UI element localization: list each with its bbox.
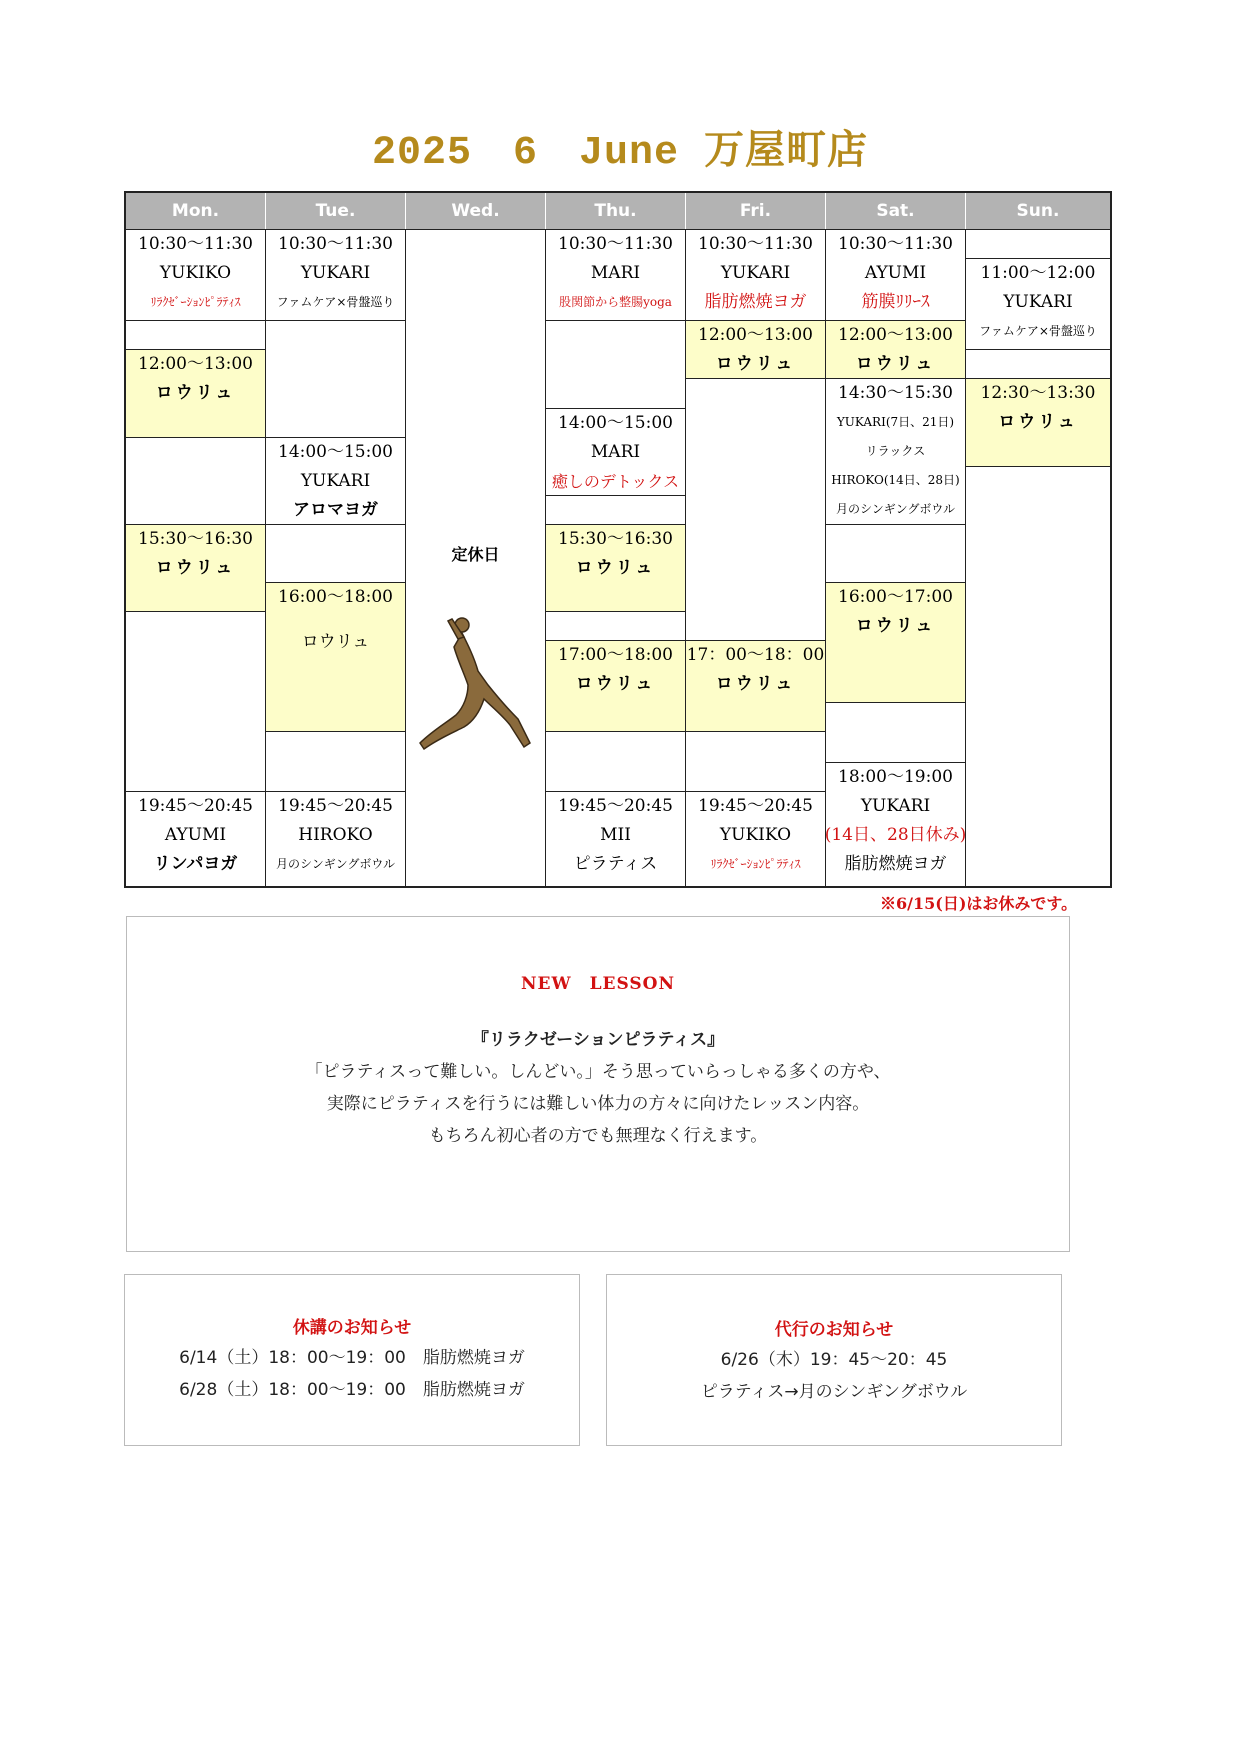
- class-fri-3: 17：00〜18：00 ロウリュ: [686, 640, 826, 731]
- class-thu-1: 10:30〜11:30 MARI 股関節から整腸yoga: [546, 229, 686, 320]
- substitute-notice-line: 6/26（木）19：45〜20：45: [720, 1350, 948, 1370]
- class-fri-4: 19:45〜20:45 YUKIKO ﾘﾗｸｾﾞｰｼｮﾝﾋﾟﾗﾃｨｽ: [686, 791, 826, 886]
- empty-slot: [266, 524, 406, 582]
- empty-slot: [126, 320, 266, 349]
- substitute-notice-heading: 代行のお知らせ: [774, 1320, 894, 1340]
- cancel-notice-line: 6/14（土）18：00〜19：00 脂肪燃焼ヨガ: [179, 1348, 525, 1368]
- empty-slot: [266, 731, 406, 791]
- new-lesson-box: [126, 916, 1070, 1252]
- class-thu-2: 14:00〜15:00 MARI 癒しのデトックス: [546, 408, 686, 495]
- new-lesson-line: 実際にピラティスを行うには難しい体力の方々に向けたレッスン内容。: [326, 1094, 870, 1114]
- class-tue-1: 10:30〜11:30 YUKARI ファムケア×骨盤巡り: [266, 229, 406, 320]
- class-sat-4: 16:00〜17:00 ロウリュ: [826, 582, 966, 702]
- empty-slot: [126, 437, 266, 524]
- empty-slot: [546, 731, 686, 791]
- page-title: 2025 6 June 万屋町店: [371, 131, 869, 176]
- cancel-notice-box: [124, 1274, 580, 1446]
- class-tue-2: 14:00〜15:00 YUKARI アロマヨガ: [266, 437, 406, 524]
- new-lesson-name: 『リラクゼーションピラティス』: [471, 1030, 725, 1050]
- class-fri-1: 10:30〜11:30 YUKARI 脂肪燃焼ヨガ: [686, 229, 826, 320]
- class-thu-5: 19:45〜20:45 MII ピラティス: [546, 791, 686, 886]
- empty-slot: [126, 611, 266, 791]
- cancel-notice-line: 6/28（土）18：00〜19：00 脂肪燃焼ヨガ: [179, 1380, 525, 1400]
- class-tue-4: 19:45〜20:45 HIROKO 月のシンギングボウル: [266, 791, 406, 886]
- empty-slot: [686, 731, 826, 791]
- class-sat-1: 10:30〜11:30 AYUMI 筋膜ﾘﾘｰｽ: [826, 229, 966, 320]
- new-lesson-line: もちろん初心者の方でも無理なく行えます。: [428, 1126, 768, 1146]
- empty-slot: [826, 524, 966, 582]
- cancel-notice-heading: 休講のお知らせ: [292, 1318, 412, 1338]
- class-mon-2: 12:00〜13:00 ロウリュ: [126, 349, 266, 437]
- class-mon-4: 19:45〜20:45 AYUMI リンパヨガ: [126, 791, 266, 886]
- class-thu-3: 15:30〜16:30 ロウリュ: [546, 524, 686, 611]
- class-sat-5: 18:00〜19:00 YUKARI (14日、28日休み) 脂肪燃焼ヨガ: [826, 762, 966, 886]
- class-thu-4: 17:00〜18:00 ロウリュ: [546, 640, 686, 731]
- header-mon: Mon.: [126, 193, 266, 229]
- class-tue-3: 16:00〜18:00 ロウリュ: [266, 582, 406, 731]
- new-lesson-line: 「ピラティスって難しい。しんどい。」そう思っていらっしゃる多くの方や、: [305, 1062, 891, 1082]
- empty-slot: [266, 320, 406, 437]
- empty-slot: [966, 466, 1110, 886]
- empty-slot: [966, 229, 1110, 258]
- header-wed: Wed.: [406, 193, 546, 229]
- class-sat-3: 14:30〜15:30 YUKARI(7日、21日) リラックス HIROKO(14日、28日) 月のシンギングボウル: [826, 378, 966, 524]
- empty-slot: [826, 702, 966, 762]
- class-mon-1: 10:30〜11:30 YUKIKO ﾘﾗｸｾﾞｰｼｮﾝﾋﾟﾗﾃｨｽ: [126, 229, 266, 320]
- class-sun-2: 12:30〜13:30 ロウリュ: [966, 378, 1110, 466]
- header-sat: Sat.: [826, 193, 966, 229]
- yoga-pose-image: [418, 615, 536, 755]
- empty-slot: [686, 378, 826, 640]
- substitute-notice-line: ピラティス→月のシンギングボウル: [700, 1382, 968, 1402]
- empty-slot: [966, 349, 1110, 378]
- class-mon-3: 15:30〜16:30 ロウリュ: [126, 524, 266, 611]
- holiday-note: ※6/15(日)はお休みです。: [880, 894, 1078, 913]
- class-sat-2: 12:00〜13:00 ロウリュ: [826, 320, 966, 378]
- closed-day-cell: [406, 229, 546, 886]
- header-fri: Fri.: [686, 193, 826, 229]
- class-sun-1: 11:00〜12:00 YUKARI ファムケア×骨盤巡り: [966, 258, 1110, 349]
- new-lesson-heading: NEW LESSON: [520, 974, 676, 994]
- empty-slot: [546, 611, 686, 640]
- empty-slot: [546, 320, 686, 408]
- empty-slot: [546, 495, 686, 524]
- header-tue: Tue.: [266, 193, 406, 229]
- closed-day-label: 定休日: [451, 547, 500, 564]
- class-fri-2: 12:00〜13:00 ロウリュ: [686, 320, 826, 378]
- header-sun: Sun.: [966, 193, 1110, 229]
- schedule-table: [124, 191, 1112, 888]
- header-thu: Thu.: [546, 193, 686, 229]
- substitute-notice-box: [606, 1274, 1062, 1446]
